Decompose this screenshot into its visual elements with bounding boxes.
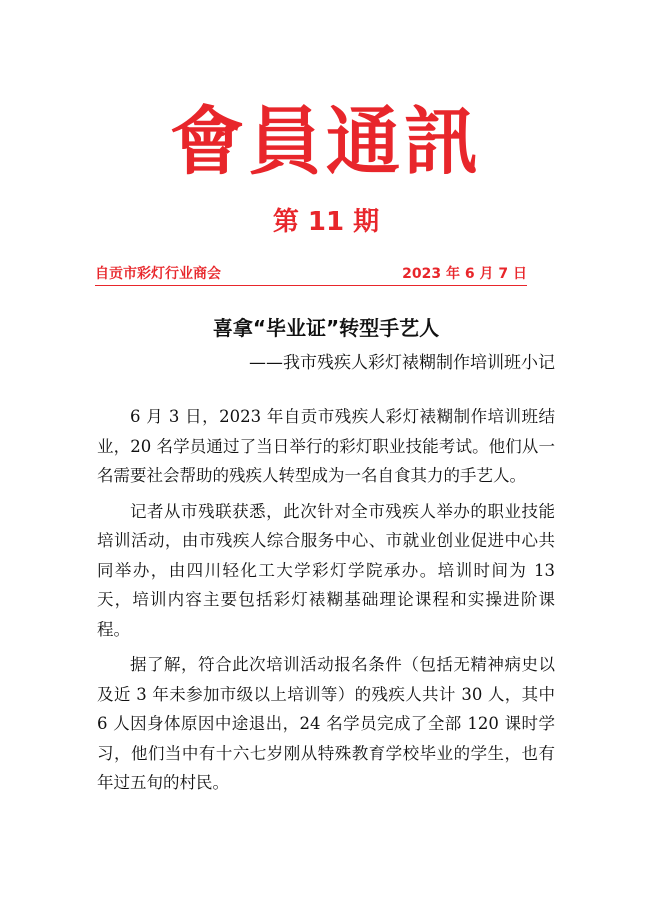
newsletter-masthead: 會員通訊 <box>170 99 482 185</box>
article-paragraph: 记者从市残联获悉，此次针对全市残疾人举办的职业技能培训活动，由市残疾人综合服务中心、市就业创业促进中心共同举办，由四川轻化工大学彩灯学院承办。培训时间为 13 天，培训内容主要包括彩灯裱糊基础理论课程和实操进阶课程。 <box>97 501 555 639</box>
publisher-bar <box>95 263 527 286</box>
article-body <box>97 402 555 804</box>
article-subheadline: ——我市残疾人彩灯裱糊制作培训班小记 <box>249 353 555 373</box>
article-paragraph: 据了解，符合此次培训活动报名条件（包括无精神病史以及近 3 年未参加市级以上培训等）的残疾人共计 30 人，其中 6 人因身体原因中途退出，24 名学员完成了全部 120 课时学习，他们当中有十六七岁刚从特殊教育学校毕业的学生，也有年过五旬的村民。 <box>97 655 555 792</box>
publication-date: 2023 年 6 月 7 日 <box>402 266 527 282</box>
article-paragraph: 6 月 3 日，2023 年自贡市残疾人彩灯裱糊制作培训班结业，20 名学员通过了当日举行的彩灯职业技能考试。他们从一名需要社会帮助的残疾人转型成为一名自食其力的手艺人。 <box>97 407 555 485</box>
issue-number: 第 11 期 <box>272 207 380 237</box>
article-headline: 喜拿“毕业证”转型手艺人 <box>212 316 440 340</box>
publisher-organization: 自贡市彩灯行业商会 <box>95 266 221 282</box>
